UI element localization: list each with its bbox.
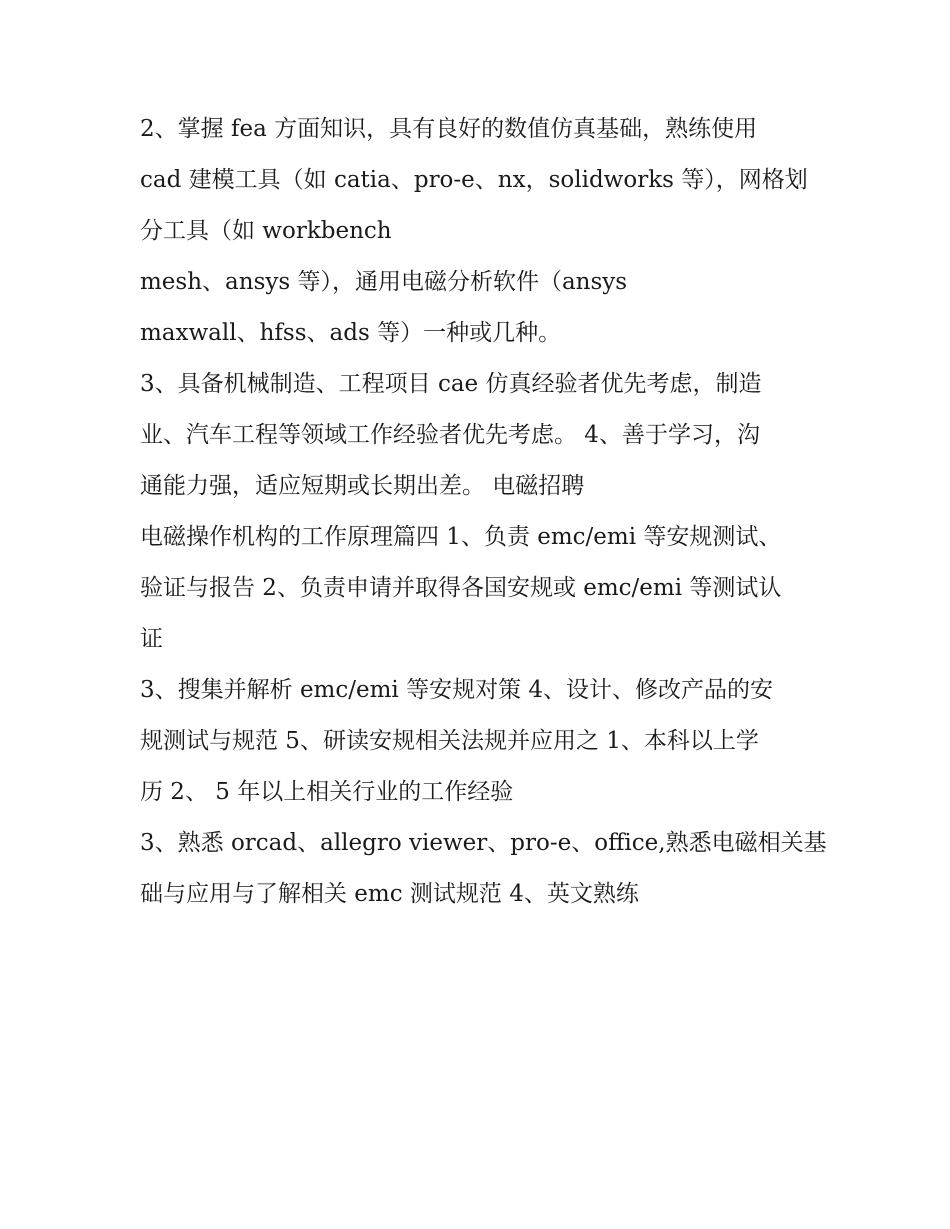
text-line: cad 建模工具（如 catia、pro-e、nx，solidworks 等），网格划	[140, 167, 808, 193]
text-line: 通能力强，适应短期或长期出差。 电磁招聘	[140, 473, 585, 499]
text-line: 分工具（如 workbench	[140, 218, 392, 244]
text-line: maxwall、hfss、ads 等）一种或几种。	[140, 320, 562, 346]
text-line: 3、具备机械制造、工程项目 cae 仿真经验者优先考虑，制造	[140, 371, 762, 397]
text-line: 证	[140, 626, 163, 652]
text-line: 历 2、 5 年以上相关行业的工作经验	[140, 779, 514, 805]
text-line: 业、汽车工程等领域工作经验者优先考虑。 4、善于学习，沟	[140, 422, 760, 448]
text-line: 规测试与规范 5、研读安规相关法规并应用之 1、本科以上学	[140, 728, 759, 754]
text-line: 3、熟悉 orcad、allegro viewer、pro-e、office,熟悉电磁相关基	[140, 830, 827, 856]
text-line: 2、掌握 fea 方面知识，具有良好的数值仿真基础，熟练使用	[140, 116, 758, 142]
text-line: 验证与报告 2、负责申请并取得各国安规或 emc/emi 等测试认	[140, 575, 782, 601]
text-line: 础与应用与了解相关 emc 测试规范 4、英文熟练	[140, 881, 639, 907]
text-line: mesh、ansys 等），通用电磁分析软件（ansys	[140, 269, 628, 295]
text-line: 3、搜集并解析 emc/emi 等安规对策 4、设计、修改产品的安	[140, 677, 774, 703]
document-body	[140, 104, 827, 920]
text-line: 电磁操作机构的工作原理篇四 1、负责 emc/emi 等安规测试、	[140, 524, 782, 550]
